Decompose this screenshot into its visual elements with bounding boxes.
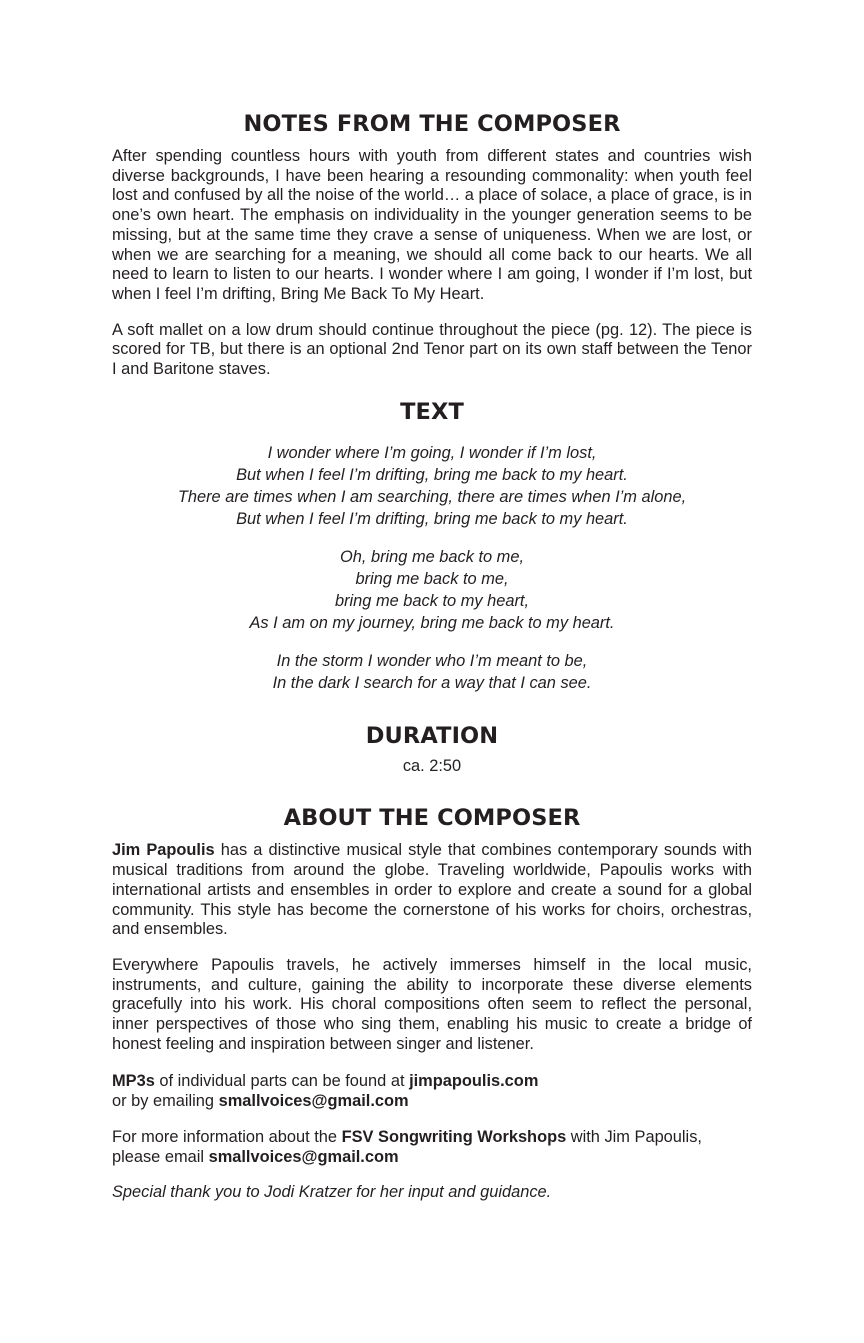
notes-heading: NOTES FROM THE COMPOSER	[243, 111, 621, 137]
mp3-label: MP3s	[112, 1072, 155, 1091]
workshop-email-link[interactable]: smallvoices@gmail.com	[208, 1147, 399, 1166]
website-link[interactable]: jimpapoulis.com	[409, 1072, 539, 1091]
poem-line: bring me back to me,	[355, 569, 509, 588]
mp3-info	[112, 1072, 752, 1111]
about-heading: ABOUT THE COMPOSER	[283, 805, 581, 832]
poem-line: I wonder where I’m going, I wonder if I’m lost,	[267, 443, 597, 462]
workshop-text-post: with Jim Papoulis,	[566, 1127, 702, 1146]
poem-line: As I am on my journey, bring me back to my heart.	[249, 613, 615, 632]
poem-line: But when I feel I’m drifting, bring me back to my heart.	[236, 509, 628, 528]
poem-line: In the storm I wonder who I’m meant to be,	[276, 651, 588, 670]
workshop-info	[112, 1128, 752, 1167]
notes-paragraph-1: After spending countless hours with youth from different states and countries wish diverse backgrounds, I have been hearing a resounding commonality: when youth feel lost and confused by all the noise of the world… a place of solace, a place of grace, is in one’s own heart. The emphasis on individuality in the younger generation seems to be missing, but at the same time they crave a sense of uniqueness. When we are lost, or when we are searching for a meaning, we should all come back to our hearts. We all need to learn to listen to our hearts. I wonder where I am going, I wonder if I’m lost, but when I feel I’m drifting, Bring Me Back To My Heart.	[112, 147, 752, 303]
duration-value: ca. 2:50	[402, 756, 462, 775]
email-link[interactable]: smallvoices@gmail.com	[218, 1092, 409, 1111]
workshop-text-pre: For more information about the	[112, 1127, 342, 1146]
composer-name: Jim Papoulis	[112, 841, 215, 860]
poem-line: bring me back to my heart,	[334, 591, 530, 610]
document-page	[112, 108, 752, 1203]
mp3-text: of individual parts can be found at	[154, 1072, 410, 1091]
poem-stanza-2	[112, 546, 752, 634]
duration-heading: DURATION	[365, 722, 499, 749]
poem-stanza-1	[112, 442, 752, 530]
poem-line: In the dark I search for a way that I can see.	[272, 673, 592, 692]
poem-line: Oh, bring me back to me,	[339, 547, 525, 566]
workshop-email-text: please email	[112, 1147, 209, 1166]
mp3-email-text: or by emailing	[112, 1092, 219, 1111]
thank-you-note: Special thank you to Jodi Kratzer for her input and guidance.	[112, 1183, 552, 1202]
about-paragraph-1-text: has a distinctive musical style that combines contemporary sounds with musical traditions from around the globe. Traveling worldwide, Papoulis works with international artists and ensembles in order to explore and create a sound for a global community. This style has become the cornerstone of his works for choirs, orchestras, and ensembles.	[112, 841, 752, 939]
poem-line: But when I feel I’m drifting, bring me back to my heart.	[236, 465, 628, 484]
about-paragraph-2: Everywhere Papoulis travels, he actively immerses himself in the local music, instruments, and culture, gaining the ability to incorporate these diverse elements gracefully into his work. His choral compositions often seem to reflect the personal, inner perspectives of those who sing them, enabling his music to create a bridge of honest feeling and inspiration between singer and listener.	[112, 955, 752, 1053]
poem-stanza-3	[112, 650, 752, 694]
poem-line: There are times when I am searching, there are times when I’m alone,	[177, 487, 687, 506]
notes-paragraph-2: A soft mallet on a low drum should continue throughout the piece (pg. 12). The piece is scored for TB, but there is an optional 2nd Tenor part on its own staff between the Tenor I and Baritone staves.	[112, 320, 752, 379]
workshop-name: FSV Songwriting Workshops	[341, 1127, 567, 1146]
text-heading: TEXT	[400, 398, 464, 425]
about-paragraph-1	[112, 841, 752, 940]
